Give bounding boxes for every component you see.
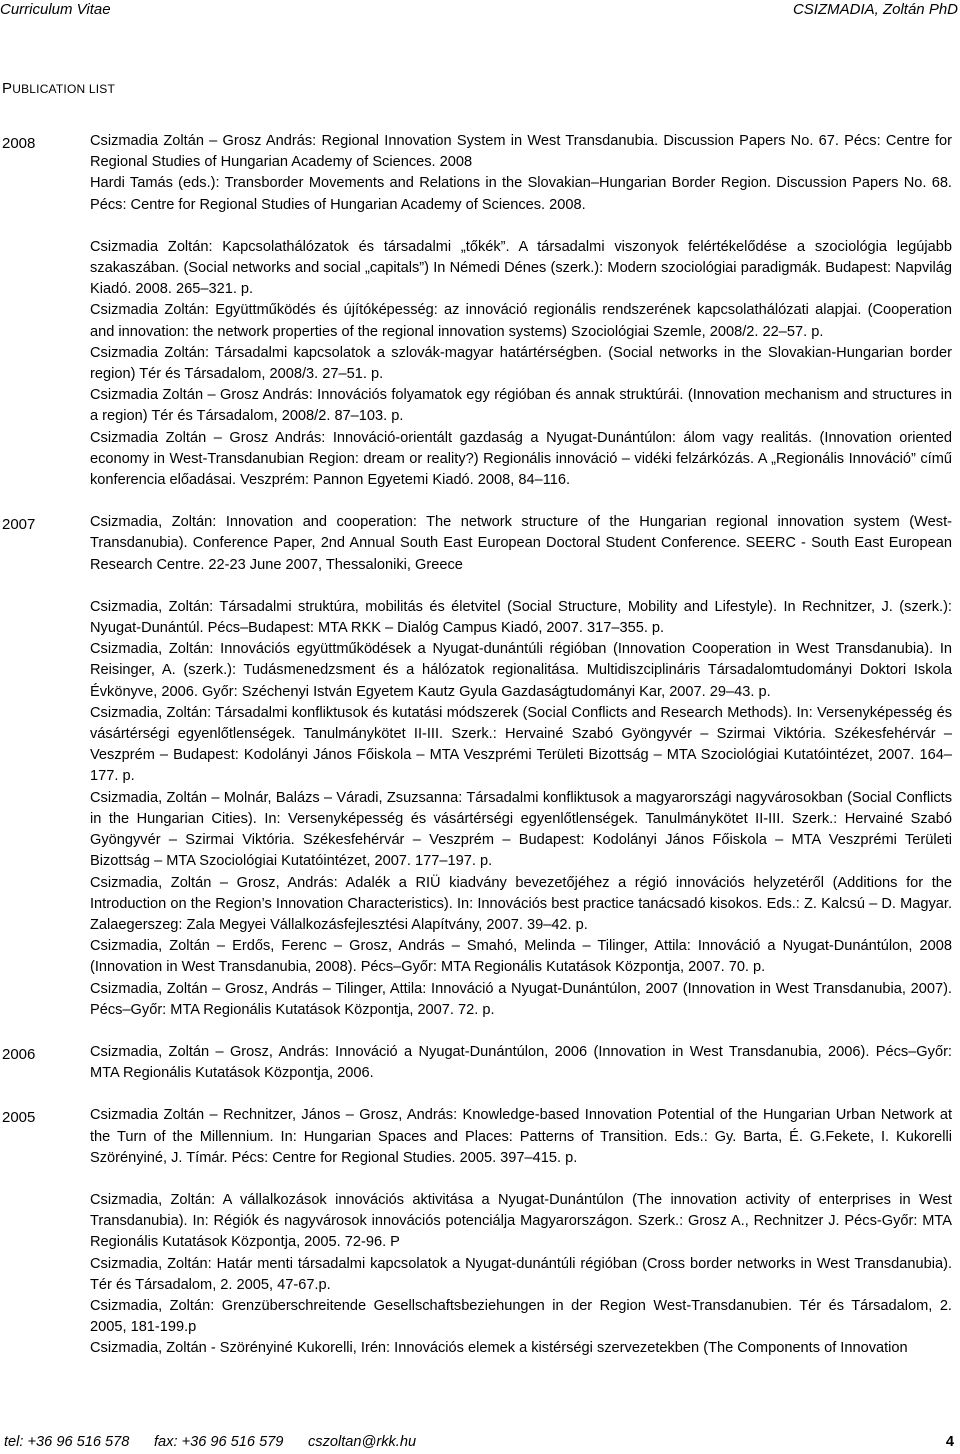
publication-entry: Csizmadia, Zoltán: Innovation and cooperation: The network structure of the Hungarian regional innovation system (West-Transdanubia). Conference Paper, 2nd Annual South East European Doctoral Student Conference. SEERC - South East European Research Centre. 22-23 June 2007, Thessaloniki, Greece	[90, 514, 952, 573]
year-label: 2008	[2, 135, 36, 152]
publication-entry: Csizmadia Zoltán: Társadalmi kapcsolatok a szlovák-magyar határtérségben. (Social networks in the Slovakian-Hungarian border region) Tér és Társadalom, 2008/3. 27–51. p.	[90, 344, 952, 383]
year-section	[0, 512, 952, 1021]
entry-list	[90, 512, 952, 1021]
publication-entry: Csizmadia Zoltán: Együttműködés és újítóképesség: az innováció regionális rendszerének kapcsolathálózati alapjai. (Cooperation and innovation: the network properties of the regional innovation systems) Szociológiai Szemle, 2008/2. 22–57. p.	[90, 302, 952, 340]
publication-entry: Csizmadia, Zoltán: Határ menti társadalmi kapcsolatok a Nyugat-dunántúli régióban (Cross border networks in West Transdanubia). Tér és Társadalom, 2. 2005, 47-67.p.	[90, 1255, 952, 1293]
spacer	[90, 1169, 952, 1190]
spacer	[90, 216, 952, 237]
footer-tel: tel: +36 96 516 578	[4, 1434, 130, 1450]
header-left: Curriculum Vitae	[0, 1, 111, 18]
footer-email[interactable]: cszoltan@rkk.hu	[308, 1434, 417, 1450]
footer	[4, 1432, 956, 1452]
title-rest: UBLICATION LIST	[12, 82, 116, 96]
publication-entry: Csizmadia, Zoltán: Innovációs együttműködések a Nyugat-dunántúli régióban (Innovation Cooperation in West Transdanubia). In Reisinger, A. (szerk.): Tudásmenedzsment és a hálózatok regionalitása. Multidiszciplináris Társadalomtudományi Doktori Iskola Évkönyve, 2006. Győr: Széchenyi István Egyetem Kautz Gyula Gazdaságtudományi Kar, 2007. 29–43. p.	[90, 641, 952, 700]
footer-fax: fax: +36 96 516 579	[154, 1434, 284, 1450]
publication-entry: Csizmadia, Zoltán: Társadalmi struktúra, mobilitás és életvitel (Social Structure, Mobility and Lifestyle). In Rechnitzer, J. (szerk.): Nyugat-Dunántúl. Pécs–Budapest: MTA RKK – Dialóg Campus Kiadó, 2007. 317–355. p.	[90, 598, 952, 637]
publication-entry: Csizmadia, Zoltán: A vállalkozások innovációs aktivitása a Nyugat-Dunántúlon (The innovation activity of enterprises in West Transdanubia). In: Régiók és nagyvárosok innovációs potenciálja Magyarországon. Szerk.: Grosz A., Rechnitzer J. Pécs-Győr: MTA Regionális Kutatások Központja, 2005. 72-96. P	[90, 1191, 952, 1251]
spacer	[90, 576, 952, 597]
section-spacer	[0, 1021, 952, 1042]
header-right: CSIZMADIA, Zoltán PhD	[792, 1, 958, 18]
year-label: 2006	[2, 1045, 36, 1063]
publication-entry: Csizmadia Zoltán – Grosz András: Regional Innovation System in West Transdanubia. Discussion Papers No. 67. Pécs: Centre for Regional Studies of Hungarian Academy of Sciences. 2008	[90, 133, 952, 171]
page-number: 4	[945, 1434, 954, 1450]
publication-entry: Csizmadia Zoltán – Rechnitzer, János – Grosz, András: Knowledge-based Innovation Potential of the Hungarian Urban Network at the Turn of the Millennium. In: Hungarian Spaces and Places: Patterns of Transition. Eds.: Gy. Barta, É. G.Fekete, I. Kukorelli Szörényiné, J. Tímár. Pécs: Centre for Regional Studies. 2005. 397–415. p.	[90, 1107, 952, 1166]
title-initial: P	[2, 80, 13, 97]
publication-entry: Csizmadia, Zoltán – Molnár, Balázs – Váradi, Zsuzsanna: Társadalmi konfliktusok a magyarországi nagyvárosokban (Social Conflicts in the Hungarian Cities). In: Versenyképesség és vásártérségi egyenlőtlenségek. Tanulmánykötet II-III. Szerk.: Hervainé Szabó Gyöngyvér – Szirmai Viktória. Székesfehérvár – Veszprém – Budapest: Kodolányi János Főiskola – MTA Veszprémi Területi Bizottság – MTA Szociológiai Kutatóintézet, 2007. 177–197. p.	[90, 789, 952, 870]
year-section	[0, 131, 952, 491]
page-title	[2, 80, 115, 97]
publication-entry: Csizmadia Zoltán – Grosz András: Innováció-orientált gazdaság a Nyugat-Dunántúlon: álom vagy realitás. (Innovation oriented economy in West-Transdanubian Region: dream or reality?) Regionális innováció – vidéki felzárkózás. A „Regionális Innováció” című konferencia előadásai. Veszprém: Pannon Egyetemi Kiadó. 2008, 84–116.	[90, 429, 952, 489]
entry-list	[90, 1105, 952, 1359]
publication-entry: Csizmadia, Zoltán - Szörényiné Kukorelli, Irén: Innovációs elemek a kistérségi szervezetekben (The Components of Innovation	[90, 1340, 908, 1357]
section-spacer	[0, 491, 952, 512]
year-label: 2005	[2, 1109, 36, 1127]
year-section	[0, 1105, 952, 1359]
section-spacer	[0, 1084, 952, 1105]
publication-entry: Csizmadia Zoltán – Grosz András: Innovációs folyamatok egy régióban és annak struktúrái. (Innovation mechanism and structures in a region) Tér és Társadalom, 2008/2. 87–103. p.	[90, 387, 952, 425]
entry-list	[90, 131, 952, 491]
publication-entry: Csizmadia, Zoltán – Grosz, András: Innováció a Nyugat-Dunántúlon, 2006 (Innovation in West Transdanubia, 2006). Pécs–Győr: MTA Regionális Kutatások Központja, 2006.	[90, 1043, 952, 1082]
year-section	[0, 1042, 952, 1084]
publication-entry: Csizmadia, Zoltán – Erdős, Ferenc – Grosz, András – Smahó, Melinda – Tilinger, Attila: Innováció a Nyugat-Dunántúlon, 2008 (Innovation in West Transdanubia, 2008). Pécs–Győr: MTA Regionális Kutatások Központja, 2007. 70. p.	[90, 938, 952, 976]
entry-list	[90, 1042, 952, 1084]
publication-entry: Csizmadia, Zoltán – Grosz, András – Tilinger, Attila: Innováció a Nyugat-Dunántúlon, 2007 (Innovation in West Transdanubia, 2007). Pécs–Győr: MTA Regionális Kutatások Központja, 2007. 72. p.	[90, 980, 952, 1018]
year-label: 2007	[2, 516, 36, 534]
publication-entry: Csizmadia, Zoltán: Grenzüberschreitende Gesellschaftsbeziehungen in der Region West-Transdanubien. Tér és Társadalom, 2. 2005, 181-199.p	[90, 1297, 952, 1336]
publication-entry: Csizmadia, Zoltán: Társadalmi konfliktusok és kutatási módszerek (Social Conflicts and Research Methods). In: Versenyképesség és vásártérségi egyenlőtlenségek. Tanulmánykötet II-III. Szerk.: Hervainé Szabó Gyöngyvér – Szirmai Viktória. Székesfehérvár – Veszprém – Budapest: Kodolányi János Főiskola – MTA Veszprémi Területi Bizottság – MTA Szociológiai Kutatóintézet, 2007. 164–177. p.	[90, 704, 952, 785]
publication-entry: Hardi Tamás (eds.): Transborder Movements and Relations in the Slovakian–Hungarian Border Region. Discussion Papers No. 68. Pécs: Centre for Regional Studies of Hungarian Academy of Sciences. 2008.	[90, 175, 952, 213]
publication-entry: Csizmadia Zoltán: Kapcsolathálózatok és társadalmi „tőkék”. A társadalmi viszonyok felértékelődése a szociológia legújabb szakaszában. (Social networks and social „capitals”) In Némedi Dénes (szerk.): Modern szociológiai paradigmák. Budapest: Napvilág Kiadó. 2008. 265–321. p.	[90, 238, 952, 298]
publication-entry: Csizmadia, Zoltán – Grosz, András: Adalék a RIÜ kiadvány bevezetőjéhez a régió innovációs helyzetéről (Additions for the Introduction on the Region’s Innovation Characteristics). In: Innovációs best practice tanácsadó kisokos. Eds.: Z. Kalcsú – D. Magyar. Zalaegerszeg: Zala Megyei Vállalkozásfejlesztési Alapítvány, 2007. 39–42. p.	[90, 874, 952, 933]
publication-list	[0, 131, 952, 1360]
